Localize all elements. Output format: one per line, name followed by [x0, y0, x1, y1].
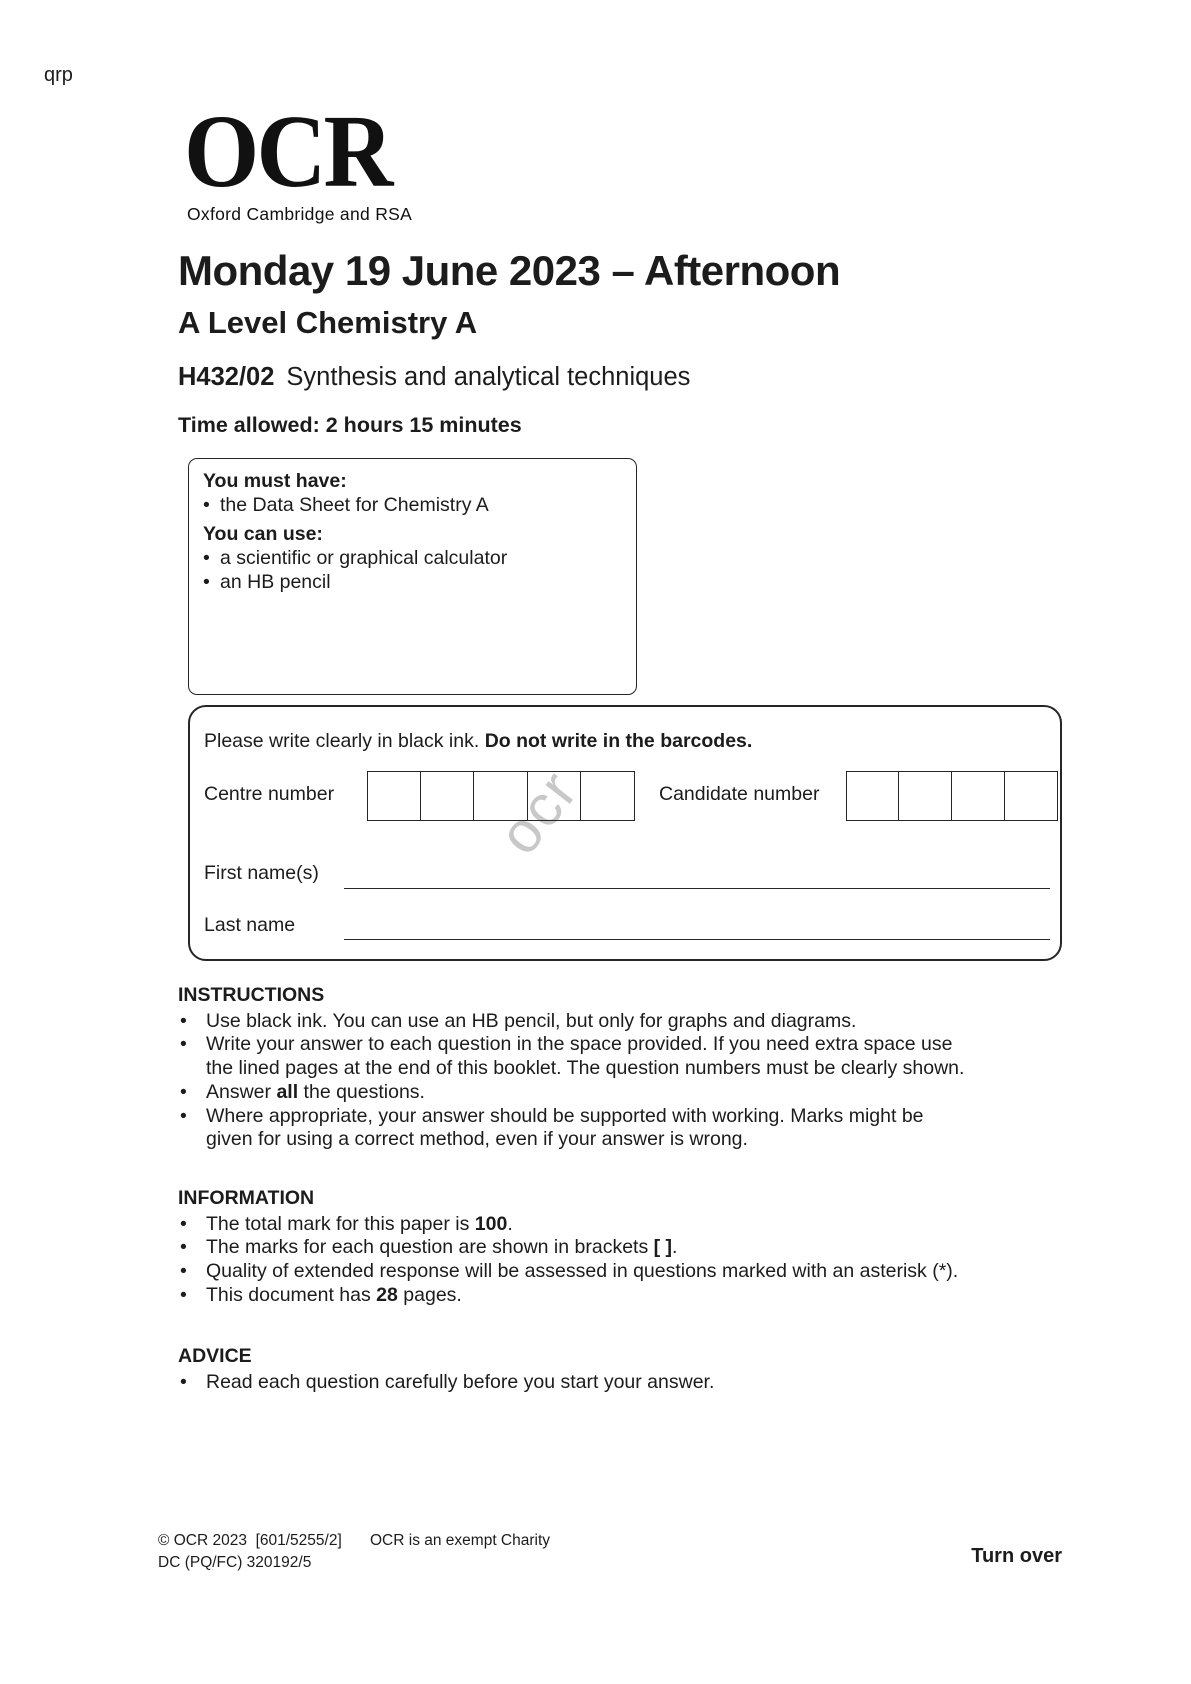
centre-number-cell[interactable] — [581, 771, 635, 821]
information-section — [178, 1187, 1062, 1308]
ocr-logo: OCR — [184, 94, 391, 209]
bullet-icon: • — [180, 1009, 187, 1032]
ink-notice: Please write clearly in black ink. Do not write in the barcodes. — [204, 730, 753, 752]
time-allowed: Time allowed: 2 hours 15 minutes — [178, 413, 522, 437]
exam-subject-title: A Level Chemistry A — [178, 305, 478, 340]
equipment-box — [188, 458, 637, 695]
bullet-icon: • — [180, 1260, 187, 1283]
first-name-label: First name(s) — [204, 862, 319, 884]
bullet-icon: • — [180, 1370, 187, 1393]
footer-copyright: © OCR 2023 [601/5255/2] — [158, 1532, 342, 1549]
candidate-number-cell[interactable] — [846, 771, 899, 821]
bullet-icon: • — [203, 494, 210, 516]
paper-line — [178, 362, 690, 392]
equipment-item — [203, 570, 626, 594]
information-item — [178, 1284, 1062, 1308]
corner-mark: qrp — [44, 64, 73, 86]
instructions-heading: INSTRUCTIONS — [178, 984, 325, 1006]
turn-over-label: Turn over — [971, 1545, 1062, 1567]
equipment-item — [203, 493, 626, 517]
equipment-item-label: a scientific or graphical calculator — [220, 547, 508, 569]
paper-code: H432/02 — [178, 363, 275, 391]
information-item-text: The total mark for this paper is 100. — [206, 1212, 513, 1235]
information-item-text: Quality of extended response will be assessed in questions marked with an asterisk (*). — [206, 1260, 959, 1283]
bullet-icon: • — [180, 1033, 187, 1056]
exam-date-title: Monday 19 June 2023 – Afternoon — [178, 247, 841, 294]
instruction-item — [178, 1105, 1062, 1152]
instruction-item-text: Answer all the questions. — [206, 1080, 425, 1103]
bullet-icon: • — [180, 1283, 187, 1306]
candidate-number-cell[interactable] — [1005, 771, 1058, 821]
equipment-item — [203, 546, 626, 570]
centre-number-grid — [367, 771, 635, 821]
advice-heading: ADVICE — [178, 1345, 252, 1367]
bullet-icon: • — [180, 1104, 187, 1127]
footer-doc-code: DC (PQ/FC) 320192/5 — [158, 1554, 312, 1571]
ocr-logo-subtext: Oxford Cambridge and RSA — [187, 204, 413, 224]
can-use-heading: You can use: — [203, 523, 323, 545]
instruction-item-text: Write your answer to each question in the space provided. If you need extra space use the lined pages at the end of this booklet. The question numbers must be clearly shown. — [206, 1033, 965, 1080]
information-item-text: This document has 28 pages. — [206, 1283, 462, 1306]
candidate-number-label: Candidate number — [659, 783, 820, 805]
information-heading: INFORMATION — [178, 1187, 315, 1209]
instructions-section — [178, 984, 1062, 1152]
equipment-item-label: the Data Sheet for Chemistry A — [220, 494, 489, 516]
bullet-icon: • — [180, 1080, 187, 1103]
ocr-watermark: ocr — [485, 757, 591, 867]
instruction-item-text: Where appropriate, your answer should be supported with working. Marks might be given for using a correct method, even if your answer is wrong. — [206, 1104, 924, 1151]
last-name-label: Last name — [204, 914, 296, 936]
must-have-heading: You must have: — [203, 470, 347, 492]
information-item — [178, 1236, 1062, 1260]
last-name-field[interactable] — [344, 939, 1050, 940]
instruction-item — [178, 1033, 1062, 1080]
equipment-item-label: an HB pencil — [220, 571, 331, 593]
candidate-details-box — [188, 705, 1062, 961]
information-item-text: The marks for each question are shown in brackets [ ]. — [206, 1236, 678, 1259]
instruction-item — [178, 1010, 1062, 1034]
information-item — [178, 1260, 1062, 1284]
centre-number-label: Centre number — [204, 783, 335, 805]
candidate-number-grid — [846, 771, 1058, 821]
paper-title: Synthesis and analytical techniques — [286, 363, 691, 391]
candidate-number-cell[interactable] — [952, 771, 1005, 821]
centre-number-cell[interactable] — [528, 771, 582, 821]
centre-number-cell[interactable] — [421, 771, 475, 821]
instruction-item — [178, 1081, 1062, 1105]
candidate-number-cell[interactable] — [899, 771, 952, 821]
advice-item — [178, 1371, 1062, 1395]
information-item — [178, 1213, 1062, 1237]
bullet-icon: • — [203, 547, 210, 569]
advice-item-text: Read each question carefully before you start your answer. — [206, 1370, 715, 1393]
advice-section — [178, 1345, 1062, 1394]
instruction-item-text: Use black ink. You can use an HB pencil, but only for graphs and diagrams. — [206, 1009, 857, 1032]
bullet-icon: • — [180, 1212, 187, 1235]
centre-number-cell[interactable] — [474, 771, 528, 821]
centre-number-cell[interactable] — [367, 771, 421, 821]
bullet-icon: • — [203, 571, 210, 593]
first-name-field[interactable] — [344, 888, 1050, 889]
bullet-icon: • — [180, 1236, 187, 1259]
footer-charity: OCR is an exempt Charity — [370, 1532, 551, 1549]
